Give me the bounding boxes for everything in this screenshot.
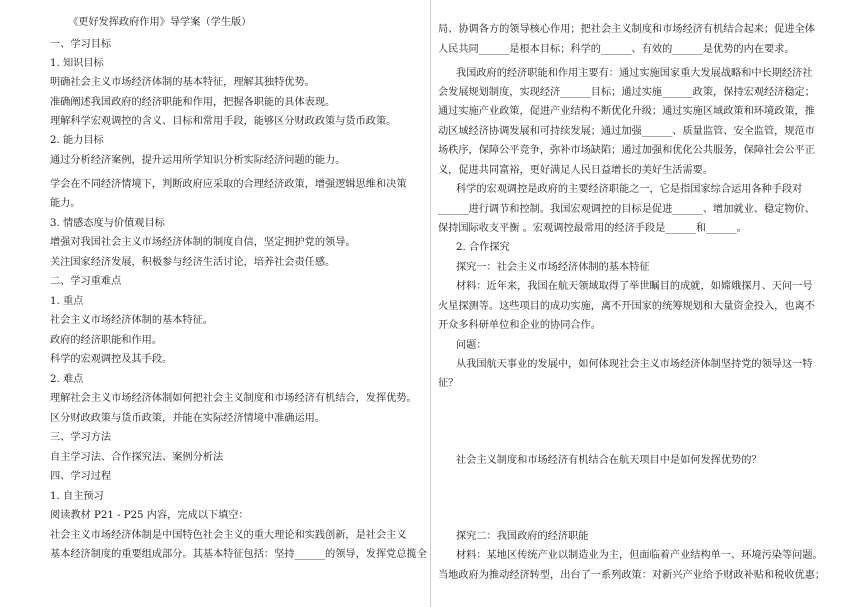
text-line: 1. 自主预习 [50, 491, 104, 502]
text-line: 社会主义市场经济体制是中国特色社会主义的重大理论和实践创新，是社会主义 [50, 530, 407, 541]
text-line: 1. 知识目标 [50, 58, 104, 69]
text-line: 学会在不同经济情境下，判断政府应采取的合理经济政策，增强逻辑思维和决策 [50, 179, 407, 190]
text-line: 自主学习法、合作探究法、案例分析法 [50, 452, 224, 463]
text-line: 关注国家经济发展，积极参与经济生活讨论，培养社会责任感。 [50, 257, 336, 268]
text-line: 征？ [438, 378, 459, 389]
text-line: 会发展规划制度，实现经济______目标；通过实施______政策，保持宏观经济稳定； [438, 87, 815, 98]
text-line: 三、学习方法 [50, 432, 112, 443]
text-line: 2. 能力目标 [50, 135, 104, 146]
text-line: 局、协调各方的领导核心作用；把社会主义制度和市场经济有机结合起来；促进全体 [438, 24, 815, 35]
text-line: 材料：近年来，我国在航天领域取得了举世瞩目的成就，如嫦娥探月、天问一号 [456, 281, 813, 292]
text-line: 社会主义市场经济体制的基本特征。 [50, 315, 213, 326]
column-divider [430, 0, 431, 607]
text-line: 探究二：我国政府的经济职能 [456, 531, 589, 542]
text-line: 通过实施产业政策，促进产业结构不断优化升级；通过实施区域政策和环境政策，推 [438, 106, 815, 117]
text-line: 通过分析经济案例，提升运用所学知识分析实际经济问题的能力。 [50, 155, 346, 166]
text-line: 探究一：社会主义市场经济体制的基本特征 [456, 262, 650, 273]
text-line: 科学的宏观调控是政府的主要经济职能之一，它是指国家综合运用各种手段对 [456, 184, 803, 195]
text-line: 保持国际收支平衡 。宏观调控最常用的经济手段是______和______。 [438, 223, 747, 234]
text-line: 问题： [456, 340, 487, 351]
text-line: 二、学习重难点 [50, 276, 122, 287]
text-line: 场秩序，保障公平竞争，弥补市场缺陷；通过加强和优化公共服务，保障社会公平正 [438, 145, 815, 156]
text-line: 社会主义制度和市场经济有机结合在航天项目中是如何发挥优势的？ [456, 455, 762, 466]
text-line: 2. 合作探究 [456, 242, 510, 253]
text-line: 准确阐述我国政府的经济职能和作用，把握各职能的具体表现。 [50, 97, 336, 108]
text-line: 区分财政政策与货币政策，并能在实际经济情境中准确运用。 [50, 413, 326, 424]
text-line: 2. 难点 [50, 374, 84, 385]
text-line: 人民共同______是根本目标；科学的______、有效的______是优势的内在要求。 [438, 44, 795, 55]
text-line: 从我国航天事业的发展中，如何体现社会主义市场经济体制坚持党的领导这一特 [456, 359, 813, 370]
text-line: 火星探测等。这些项目的成功实施，离不开国家的统筹规划和大量资金投入，也离不 [438, 301, 815, 312]
text-line: 当地政府为推动经济转型，出台了一系列政策：对新兴产业给予财政补贴和税收优惠； [438, 570, 826, 581]
text-line: 能力。 [50, 198, 81, 209]
text-line: 我国政府的经济职能和作用主要有：通过实施国家重大发展战略和中长期经济社 [456, 68, 813, 79]
text-line: 3. 情感态度与价值观目标 [50, 218, 165, 229]
text-line: 理解社会主义市场经济体制如何把社会主义制度和市场经济有机结合，发挥优势。 [50, 393, 417, 404]
text-line: 一、学习目标 [50, 39, 112, 50]
text-line: 科学的宏观调控及其手段。 [50, 354, 173, 365]
text-line: 基本经济制度的重要组成部分。其基本特征包括：坚持______的领导，发挥党总揽全 [50, 549, 427, 560]
text-line: 材料：某地区传统产业以制造业为主，但面临着产业结构单一、环境污染等问题。 [456, 550, 823, 561]
text-line: 理解科学宏观调控的含义、目标和常用手段，能够区分财政政策与货币政策。 [50, 116, 397, 127]
text-line: 明确社会主义市场经济体制的基本特征，理解其独特优势。 [50, 77, 315, 88]
text-line: 开众多科研单位和企业的协同合作。 [438, 320, 601, 331]
text-line: 《更好发挥政府作用》导学案（学生版） [68, 17, 252, 28]
text-line: 动区域经济协调发展和可持续发展；通过加强______、质量监管、安全监管，规范市 [438, 126, 815, 137]
text-line: 增强对我国社会主义市场经济体制的制度自信，坚定拥护党的领导。 [50, 237, 356, 248]
text-line: 1. 重点 [50, 296, 84, 307]
text-line: ______进行调节和控制。我国宏观调控的目标是促进______、增加就业、稳定物价、 [438, 204, 815, 215]
text-line: 四、学习过程 [50, 471, 112, 482]
text-line: 阅读教材 P21 - P25 内容，完成以下填空： [50, 510, 249, 521]
text-line: 义，促进共同富裕，更好满足人民日益增长的美好生活需要。 [438, 165, 714, 176]
text-line: 政府的经济职能和作用。 [50, 335, 163, 346]
